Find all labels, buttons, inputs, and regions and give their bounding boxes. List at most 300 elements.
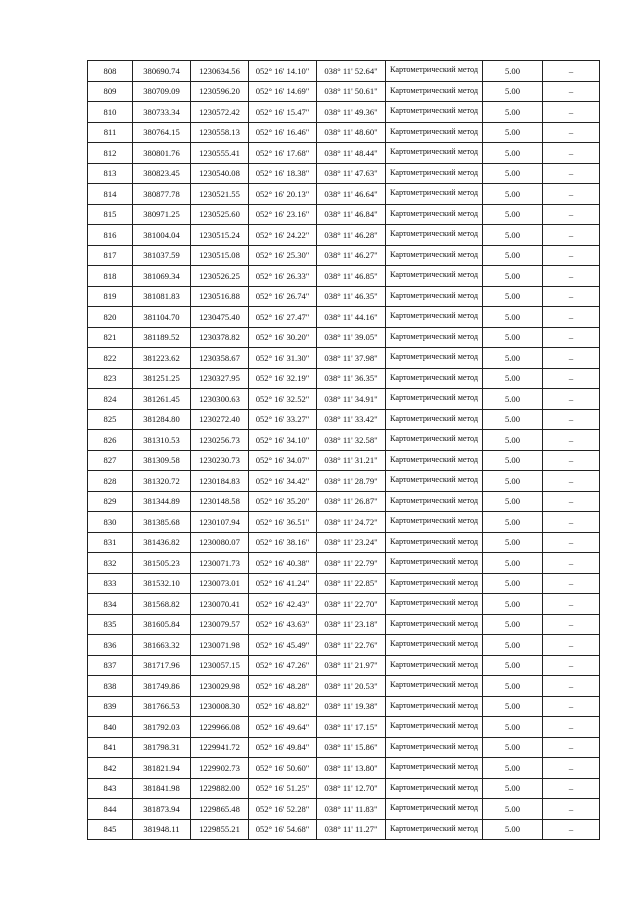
table-row — [88, 286, 600, 307]
longitude-cell: 038° 11' 11.27" — [317, 819, 386, 840]
note-cell: – — [543, 348, 600, 369]
table-row — [88, 61, 600, 82]
longitude-cell: 038° 11' 46.35" — [317, 286, 386, 307]
point-number-cell: 812 — [88, 143, 133, 164]
method-cell: Картометрический метод — [386, 307, 483, 328]
note-cell: – — [543, 368, 600, 389]
coord-x-cell: 381948.11 — [133, 819, 191, 840]
table-row — [88, 143, 600, 164]
coord-x-cell: 381568.82 — [133, 594, 191, 615]
note-cell: – — [543, 286, 600, 307]
coord-x-cell: 381436.82 — [133, 532, 191, 553]
method-cell: Картометрический метод — [386, 225, 483, 246]
latitude-cell: 052° 16' 25.30" — [249, 245, 317, 266]
point-number-cell: 833 — [88, 573, 133, 594]
longitude-cell: 038° 11' 15.86" — [317, 737, 386, 758]
longitude-cell: 038° 11' 46.64" — [317, 184, 386, 205]
point-number-cell: 841 — [88, 737, 133, 758]
note-cell: – — [543, 717, 600, 738]
accuracy-cell: 5.00 — [483, 102, 543, 123]
coord-x-cell: 381320.72 — [133, 471, 191, 492]
latitude-cell: 052° 16' 38.16" — [249, 532, 317, 553]
coord-y-cell: 1230029.98 — [191, 676, 249, 697]
table-row — [88, 737, 600, 758]
accuracy-cell: 5.00 — [483, 553, 543, 574]
point-number-cell: 825 — [88, 409, 133, 430]
longitude-cell: 038° 11' 46.84" — [317, 204, 386, 225]
note-cell: – — [543, 594, 600, 615]
table-row — [88, 204, 600, 225]
coordinates-table — [87, 60, 600, 840]
method-cell: Картометрический метод — [386, 758, 483, 779]
table-row — [88, 471, 600, 492]
latitude-cell: 052° 16' 36.51" — [249, 512, 317, 533]
method-cell: Картометрический метод — [386, 594, 483, 615]
table-row — [88, 245, 600, 266]
latitude-cell: 052° 16' 47.26" — [249, 655, 317, 676]
note-cell: – — [543, 102, 600, 123]
method-cell: Картометрический метод — [386, 676, 483, 697]
latitude-cell: 052° 16' 45.49" — [249, 635, 317, 656]
coord-y-cell: 1230526.25 — [191, 266, 249, 287]
longitude-cell: 038° 11' 36.35" — [317, 368, 386, 389]
longitude-cell: 038° 11' 21.97" — [317, 655, 386, 676]
note-cell: – — [543, 491, 600, 512]
point-number-cell: 815 — [88, 204, 133, 225]
note-cell: – — [543, 553, 600, 574]
latitude-cell: 052° 16' 41.24" — [249, 573, 317, 594]
longitude-cell: 038° 11' 31.21" — [317, 450, 386, 471]
table-row — [88, 491, 600, 512]
method-cell: Картометрический метод — [386, 532, 483, 553]
coord-x-cell: 380690.74 — [133, 61, 191, 82]
coord-x-cell: 380823.45 — [133, 163, 191, 184]
accuracy-cell: 5.00 — [483, 61, 543, 82]
accuracy-cell: 5.00 — [483, 286, 543, 307]
accuracy-cell: 5.00 — [483, 266, 543, 287]
latitude-cell: 052° 16' 54.68" — [249, 819, 317, 840]
coord-x-cell: 380877.78 — [133, 184, 191, 205]
point-number-cell: 818 — [88, 266, 133, 287]
point-number-cell: 823 — [88, 368, 133, 389]
note-cell: – — [543, 696, 600, 717]
longitude-cell: 038° 11' 37.98" — [317, 348, 386, 369]
method-cell: Картометрический метод — [386, 819, 483, 840]
latitude-cell: 052° 16' 35.20" — [249, 491, 317, 512]
table-row — [88, 819, 600, 840]
point-number-cell: 811 — [88, 122, 133, 143]
note-cell: – — [543, 430, 600, 451]
method-cell: Картометрический метод — [386, 430, 483, 451]
accuracy-cell: 5.00 — [483, 778, 543, 799]
coord-x-cell: 381841.98 — [133, 778, 191, 799]
latitude-cell: 052° 16' 27.47" — [249, 307, 317, 328]
longitude-cell: 038° 11' 44.16" — [317, 307, 386, 328]
point-number-cell: 843 — [88, 778, 133, 799]
table-row — [88, 594, 600, 615]
method-cell: Картометрический метод — [386, 368, 483, 389]
accuracy-cell: 5.00 — [483, 635, 543, 656]
accuracy-cell: 5.00 — [483, 245, 543, 266]
point-number-cell: 828 — [88, 471, 133, 492]
coord-y-cell: 1230079.57 — [191, 614, 249, 635]
coord-y-cell: 1230070.41 — [191, 594, 249, 615]
coord-x-cell: 381717.96 — [133, 655, 191, 676]
latitude-cell: 052° 16' 34.10" — [249, 430, 317, 451]
longitude-cell: 038° 11' 23.24" — [317, 532, 386, 553]
longitude-cell: 038° 11' 48.44" — [317, 143, 386, 164]
point-number-cell: 830 — [88, 512, 133, 533]
coord-x-cell: 381792.03 — [133, 717, 191, 738]
note-cell: – — [543, 819, 600, 840]
longitude-cell: 038° 11' 22.70" — [317, 594, 386, 615]
note-cell: – — [543, 122, 600, 143]
point-number-cell: 839 — [88, 696, 133, 717]
coord-x-cell: 381081.83 — [133, 286, 191, 307]
coord-x-cell: 380709.09 — [133, 81, 191, 102]
coord-x-cell: 381766.53 — [133, 696, 191, 717]
latitude-cell: 052° 16' 43.63" — [249, 614, 317, 635]
table-row — [88, 225, 600, 246]
latitude-cell: 052° 16' 30.20" — [249, 327, 317, 348]
coord-y-cell: 1230525.60 — [191, 204, 249, 225]
method-cell: Картометрический метод — [386, 245, 483, 266]
accuracy-cell: 5.00 — [483, 512, 543, 533]
longitude-cell: 038° 11' 46.27" — [317, 245, 386, 266]
accuracy-cell: 5.00 — [483, 676, 543, 697]
table-row — [88, 266, 600, 287]
table-row — [88, 532, 600, 553]
latitude-cell: 052° 16' 34.07" — [249, 450, 317, 471]
latitude-cell: 052° 16' 20.13" — [249, 184, 317, 205]
accuracy-cell: 5.00 — [483, 696, 543, 717]
accuracy-cell: 5.00 — [483, 184, 543, 205]
note-cell: – — [543, 758, 600, 779]
coord-x-cell: 381261.45 — [133, 389, 191, 410]
coord-y-cell: 1229902.73 — [191, 758, 249, 779]
longitude-cell: 038° 11' 23.18" — [317, 614, 386, 635]
longitude-cell: 038° 11' 12.70" — [317, 778, 386, 799]
method-cell: Картометрический метод — [386, 491, 483, 512]
note-cell: – — [543, 573, 600, 594]
method-cell: Картометрический метод — [386, 573, 483, 594]
coord-x-cell: 381189.52 — [133, 327, 191, 348]
accuracy-cell: 5.00 — [483, 594, 543, 615]
accuracy-cell: 5.00 — [483, 717, 543, 738]
table-row — [88, 614, 600, 635]
coord-x-cell: 380971.25 — [133, 204, 191, 225]
coord-x-cell: 381385.68 — [133, 512, 191, 533]
note-cell: – — [543, 327, 600, 348]
accuracy-cell: 5.00 — [483, 758, 543, 779]
accuracy-cell: 5.00 — [483, 81, 543, 102]
longitude-cell: 038° 11' 34.91" — [317, 389, 386, 410]
note-cell: – — [543, 389, 600, 410]
longitude-cell: 038° 11' 50.61" — [317, 81, 386, 102]
coord-x-cell: 381344.89 — [133, 491, 191, 512]
accuracy-cell: 5.00 — [483, 532, 543, 553]
longitude-cell: 038° 11' 24.72" — [317, 512, 386, 533]
latitude-cell: 052° 16' 52.28" — [249, 799, 317, 820]
note-cell: – — [543, 450, 600, 471]
latitude-cell: 052° 16' 26.33" — [249, 266, 317, 287]
accuracy-cell: 5.00 — [483, 471, 543, 492]
note-cell: – — [543, 204, 600, 225]
coord-y-cell: 1230230.73 — [191, 450, 249, 471]
latitude-cell: 052° 16' 34.42" — [249, 471, 317, 492]
longitude-cell: 038° 11' 22.76" — [317, 635, 386, 656]
longitude-cell: 038° 11' 13.80" — [317, 758, 386, 779]
latitude-cell: 052° 16' 50.60" — [249, 758, 317, 779]
table-row — [88, 102, 600, 123]
accuracy-cell: 5.00 — [483, 225, 543, 246]
table-row — [88, 512, 600, 533]
table-row — [88, 655, 600, 676]
latitude-cell: 052° 16' 18.38" — [249, 163, 317, 184]
table-row — [88, 573, 600, 594]
note-cell: – — [543, 61, 600, 82]
table-row — [88, 307, 600, 328]
coord-x-cell: 381069.34 — [133, 266, 191, 287]
latitude-cell: 052° 16' 26.74" — [249, 286, 317, 307]
coord-y-cell: 1230515.24 — [191, 225, 249, 246]
coord-y-cell: 1230071.98 — [191, 635, 249, 656]
coord-x-cell: 381004.04 — [133, 225, 191, 246]
accuracy-cell: 5.00 — [483, 614, 543, 635]
coord-x-cell: 381532.10 — [133, 573, 191, 594]
point-number-cell: 842 — [88, 758, 133, 779]
method-cell: Картометрический метод — [386, 450, 483, 471]
coord-y-cell: 1230521.55 — [191, 184, 249, 205]
note-cell: – — [543, 225, 600, 246]
method-cell: Картометрический метод — [386, 204, 483, 225]
latitude-cell: 052° 16' 14.69" — [249, 81, 317, 102]
point-number-cell: 824 — [88, 389, 133, 410]
point-number-cell: 840 — [88, 717, 133, 738]
coord-x-cell: 381663.32 — [133, 635, 191, 656]
latitude-cell: 052° 16' 14.10" — [249, 61, 317, 82]
point-number-cell: 834 — [88, 594, 133, 615]
coord-y-cell: 1230148.58 — [191, 491, 249, 512]
accuracy-cell: 5.00 — [483, 819, 543, 840]
coord-y-cell: 1230475.40 — [191, 307, 249, 328]
method-cell: Картометрический метод — [386, 163, 483, 184]
coord-y-cell: 1230073.01 — [191, 573, 249, 594]
coord-y-cell: 1230184.83 — [191, 471, 249, 492]
method-cell: Картометрический метод — [386, 102, 483, 123]
coord-y-cell: 1230555.41 — [191, 143, 249, 164]
longitude-cell: 038° 11' 17.15" — [317, 717, 386, 738]
coord-x-cell: 381309.58 — [133, 450, 191, 471]
method-cell: Картометрический метод — [386, 184, 483, 205]
method-cell: Картометрический метод — [386, 348, 483, 369]
coord-y-cell: 1230008.30 — [191, 696, 249, 717]
coord-x-cell: 381798.31 — [133, 737, 191, 758]
note-cell: – — [543, 409, 600, 430]
coord-y-cell: 1229855.21 — [191, 819, 249, 840]
latitude-cell: 052° 16' 24.22" — [249, 225, 317, 246]
coord-x-cell: 381749.86 — [133, 676, 191, 697]
longitude-cell: 038° 11' 28.79" — [317, 471, 386, 492]
table-row — [88, 758, 600, 779]
note-cell: – — [543, 143, 600, 164]
longitude-cell: 038° 11' 52.64" — [317, 61, 386, 82]
point-number-cell: 844 — [88, 799, 133, 820]
latitude-cell: 052° 16' 33.27" — [249, 409, 317, 430]
table-row — [88, 799, 600, 820]
point-number-cell: 837 — [88, 655, 133, 676]
accuracy-cell: 5.00 — [483, 143, 543, 164]
coord-y-cell: 1230071.73 — [191, 553, 249, 574]
coord-x-cell: 381873.94 — [133, 799, 191, 820]
latitude-cell: 052° 16' 42.43" — [249, 594, 317, 615]
coord-y-cell: 1230596.20 — [191, 81, 249, 102]
point-number-cell: 809 — [88, 81, 133, 102]
longitude-cell: 038° 11' 39.05" — [317, 327, 386, 348]
longitude-cell: 038° 11' 47.63" — [317, 163, 386, 184]
coord-y-cell: 1230080.07 — [191, 532, 249, 553]
coord-y-cell: 1230327.95 — [191, 368, 249, 389]
method-cell: Картометрический метод — [386, 389, 483, 410]
method-cell: Картометрический метод — [386, 81, 483, 102]
note-cell: – — [543, 245, 600, 266]
coord-y-cell: 1230558.13 — [191, 122, 249, 143]
latitude-cell: 052° 16' 32.52" — [249, 389, 317, 410]
coord-x-cell: 381310.53 — [133, 430, 191, 451]
coord-x-cell: 380733.34 — [133, 102, 191, 123]
coord-y-cell: 1230515.08 — [191, 245, 249, 266]
accuracy-cell: 5.00 — [483, 163, 543, 184]
method-cell: Картометрический метод — [386, 635, 483, 656]
note-cell: – — [543, 307, 600, 328]
latitude-cell: 052° 16' 40.38" — [249, 553, 317, 574]
coord-y-cell: 1229941.72 — [191, 737, 249, 758]
coord-x-cell: 381223.62 — [133, 348, 191, 369]
coord-y-cell: 1230272.40 — [191, 409, 249, 430]
longitude-cell: 038° 11' 33.42" — [317, 409, 386, 430]
longitude-cell: 038° 11' 26.87" — [317, 491, 386, 512]
method-cell: Картометрический метод — [386, 266, 483, 287]
longitude-cell: 038° 11' 46.85" — [317, 266, 386, 287]
longitude-cell: 038° 11' 22.85" — [317, 573, 386, 594]
coord-x-cell: 381821.94 — [133, 758, 191, 779]
longitude-cell: 038° 11' 20.53" — [317, 676, 386, 697]
method-cell: Картометрический метод — [386, 778, 483, 799]
note-cell: – — [543, 778, 600, 799]
note-cell: – — [543, 81, 600, 102]
coord-x-cell: 381251.25 — [133, 368, 191, 389]
note-cell: – — [543, 471, 600, 492]
point-number-cell: 836 — [88, 635, 133, 656]
table-row — [88, 348, 600, 369]
table-row — [88, 778, 600, 799]
accuracy-cell: 5.00 — [483, 327, 543, 348]
note-cell: – — [543, 614, 600, 635]
method-cell: Картометрический метод — [386, 409, 483, 430]
point-number-cell: 813 — [88, 163, 133, 184]
longitude-cell: 038° 11' 19.38" — [317, 696, 386, 717]
coord-y-cell: 1230107.94 — [191, 512, 249, 533]
table-row — [88, 450, 600, 471]
coord-x-cell: 381104.70 — [133, 307, 191, 328]
coord-y-cell: 1229882.00 — [191, 778, 249, 799]
method-cell: Картометрический метод — [386, 122, 483, 143]
note-cell: – — [543, 676, 600, 697]
latitude-cell: 052° 16' 23.16" — [249, 204, 317, 225]
coord-y-cell: 1230358.67 — [191, 348, 249, 369]
table-row — [88, 676, 600, 697]
longitude-cell: 038° 11' 48.60" — [317, 122, 386, 143]
note-cell: – — [543, 799, 600, 820]
point-number-cell: 827 — [88, 450, 133, 471]
method-cell: Картометрический метод — [386, 286, 483, 307]
accuracy-cell: 5.00 — [483, 307, 543, 328]
table-row — [88, 409, 600, 430]
table-row — [88, 327, 600, 348]
method-cell: Картометрический метод — [386, 471, 483, 492]
longitude-cell: 038° 11' 22.79" — [317, 553, 386, 574]
point-number-cell: 822 — [88, 348, 133, 369]
table-row — [88, 184, 600, 205]
method-cell: Картометрический метод — [386, 143, 483, 164]
coord-y-cell: 1230634.56 — [191, 61, 249, 82]
longitude-cell: 038° 11' 49.36" — [317, 102, 386, 123]
accuracy-cell: 5.00 — [483, 491, 543, 512]
note-cell: – — [543, 532, 600, 553]
method-cell: Картометрический метод — [386, 553, 483, 574]
table-row — [88, 553, 600, 574]
coord-x-cell: 381605.84 — [133, 614, 191, 635]
coord-x-cell: 380801.76 — [133, 143, 191, 164]
point-number-cell: 835 — [88, 614, 133, 635]
note-cell: – — [543, 655, 600, 676]
point-number-cell: 831 — [88, 532, 133, 553]
longitude-cell: 038° 11' 46.28" — [317, 225, 386, 246]
latitude-cell: 052° 16' 16.46" — [249, 122, 317, 143]
table-row — [88, 163, 600, 184]
method-cell: Картометрический метод — [386, 655, 483, 676]
point-number-cell: 816 — [88, 225, 133, 246]
point-number-cell: 832 — [88, 553, 133, 574]
coord-y-cell: 1230057.15 — [191, 655, 249, 676]
latitude-cell: 052° 16' 48.82" — [249, 696, 317, 717]
latitude-cell: 052° 16' 49.84" — [249, 737, 317, 758]
accuracy-cell: 5.00 — [483, 122, 543, 143]
table-body — [88, 61, 600, 840]
longitude-cell: 038° 11' 11.83" — [317, 799, 386, 820]
point-number-cell: 829 — [88, 491, 133, 512]
coord-y-cell: 1230572.42 — [191, 102, 249, 123]
table-row — [88, 696, 600, 717]
point-number-cell: 808 — [88, 61, 133, 82]
table-row — [88, 635, 600, 656]
accuracy-cell: 5.00 — [483, 389, 543, 410]
method-cell: Картометрический метод — [386, 717, 483, 738]
coord-y-cell: 1230540.08 — [191, 163, 249, 184]
accuracy-cell: 5.00 — [483, 737, 543, 758]
method-cell: Картометрический метод — [386, 512, 483, 533]
point-number-cell: 817 — [88, 245, 133, 266]
coord-x-cell: 381505.23 — [133, 553, 191, 574]
table-row — [88, 430, 600, 451]
point-number-cell: 819 — [88, 286, 133, 307]
method-cell: Картометрический метод — [386, 327, 483, 348]
latitude-cell: 052° 16' 15.47" — [249, 102, 317, 123]
table-row — [88, 81, 600, 102]
accuracy-cell: 5.00 — [483, 430, 543, 451]
coord-y-cell: 1229865.48 — [191, 799, 249, 820]
method-cell: Картометрический метод — [386, 737, 483, 758]
